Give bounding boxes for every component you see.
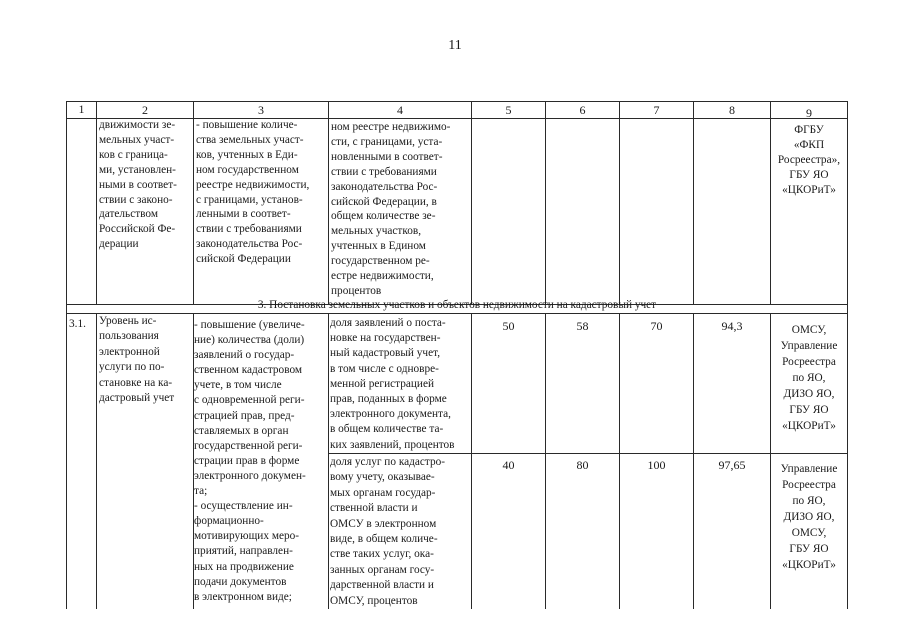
- value-col6: 58: [576, 319, 589, 333]
- table-border: [471, 101, 472, 304]
- responsible-continued: ФГБУ «ФКП Росреестра», ГБУ ЯО «ЦКОРиТ»: [777, 124, 841, 196]
- column-header: 9: [806, 106, 812, 120]
- indicators-table: [66, 101, 848, 609]
- table-border: [193, 101, 194, 304]
- target-name: Уровень ис- пользования электронной услуги по по- становке на ка- дастровый учет: [99, 315, 175, 405]
- responsible-text: Управление Росреестра по ЯО, ДИЗО ЯО, ОМСУ, ГБУ ЯО «ЦКОРиТ»: [780, 463, 838, 571]
- value-col6: 80: [576, 458, 589, 472]
- indicator-text: доля заявлений о поста- новке на государствен- ный кадастровый учет, в том числе с одновре- менной регистрацией прав, поданных в форме электронного документа, в общем количестве та- ких заявлений, процентов: [330, 317, 455, 451]
- indicator-text: доля услуг по кадастро- вому учету, оказывае- мых органам государ- ственной власти и ОМСУ в электронном виде, в общем количе- стве таких услуг, ока- занных органам госу- дарственной власти и ОМСУ, процентов: [330, 456, 446, 607]
- column-header: 8: [729, 103, 735, 117]
- measures-text: - повышение (увеличе- ние) количества (доли) заявлений о государ- ственном кадастровом учете, в том числе с одновременной реги- страцией прав, пред- ставляемых в орган государственной реги- страции прав в форме электронного докумен- та; - осуществление ин- формационно- мотивирующих меро- приятий, направлен- ных на продвижение подачи документов в электронном виде;: [194, 319, 306, 603]
- value-col5: 40: [502, 458, 515, 472]
- column-header: 7: [653, 103, 660, 117]
- row-number: 3.1.: [69, 318, 86, 330]
- table-border: [693, 101, 694, 304]
- table-border: [328, 101, 329, 304]
- responsible-text: ОМСУ, Управление Росреестра по ЯО, ДИЗО ЯО, ГБУ ЯО «ЦКОРиТ»: [780, 324, 838, 432]
- target-name-continued: движимости зе- мельных участ- ков с граница- ми, установлен- ными в соответ- ствии с законо- дательством Российской Фе- дерации: [99, 119, 177, 251]
- table-border: [328, 313, 329, 609]
- section-title: 3. Постановка земельных участков и объектов недвижимости на кадастровый учет: [257, 299, 657, 311]
- table-border: [328, 453, 847, 454]
- value-col5: 50: [502, 319, 515, 333]
- table-border: [66, 101, 848, 102]
- column-header: 1: [78, 102, 85, 116]
- column-header: 4: [397, 103, 403, 117]
- value-col7: 100: [647, 458, 666, 472]
- table-border: [847, 101, 848, 609]
- measures-continued: - повышение количе- ства земельных участ- ков, учтенных в Еди- ном государственном реестре недвижимости, с границами, установ- ленными в соответ- ствии с требованиями законодательства Рос- сийской Федерации: [196, 119, 310, 266]
- page-number: 11: [448, 38, 462, 53]
- value-col7: 70: [650, 319, 663, 333]
- table-border: [96, 313, 97, 609]
- table-border: [66, 101, 67, 609]
- column-header: 3: [258, 103, 264, 117]
- column-header: 5: [505, 103, 512, 117]
- value-col8: 97,65: [718, 458, 746, 472]
- table-border: [619, 101, 620, 304]
- indicator-continued: ном реестре недвижимо- сти, с границами, уста- новленными в соответ- ствии с требованиями законодательства Рос- сийской Федерации, в общем количестве зе- мельных участков, учтенных в Едином государственном ре- естре недвижимости, процентов: [331, 121, 451, 297]
- value-col8: 94,3: [721, 319, 743, 333]
- table-border: [96, 101, 97, 304]
- column-header: 2: [142, 103, 148, 117]
- table-border: [545, 101, 546, 304]
- column-header: 6: [579, 103, 586, 117]
